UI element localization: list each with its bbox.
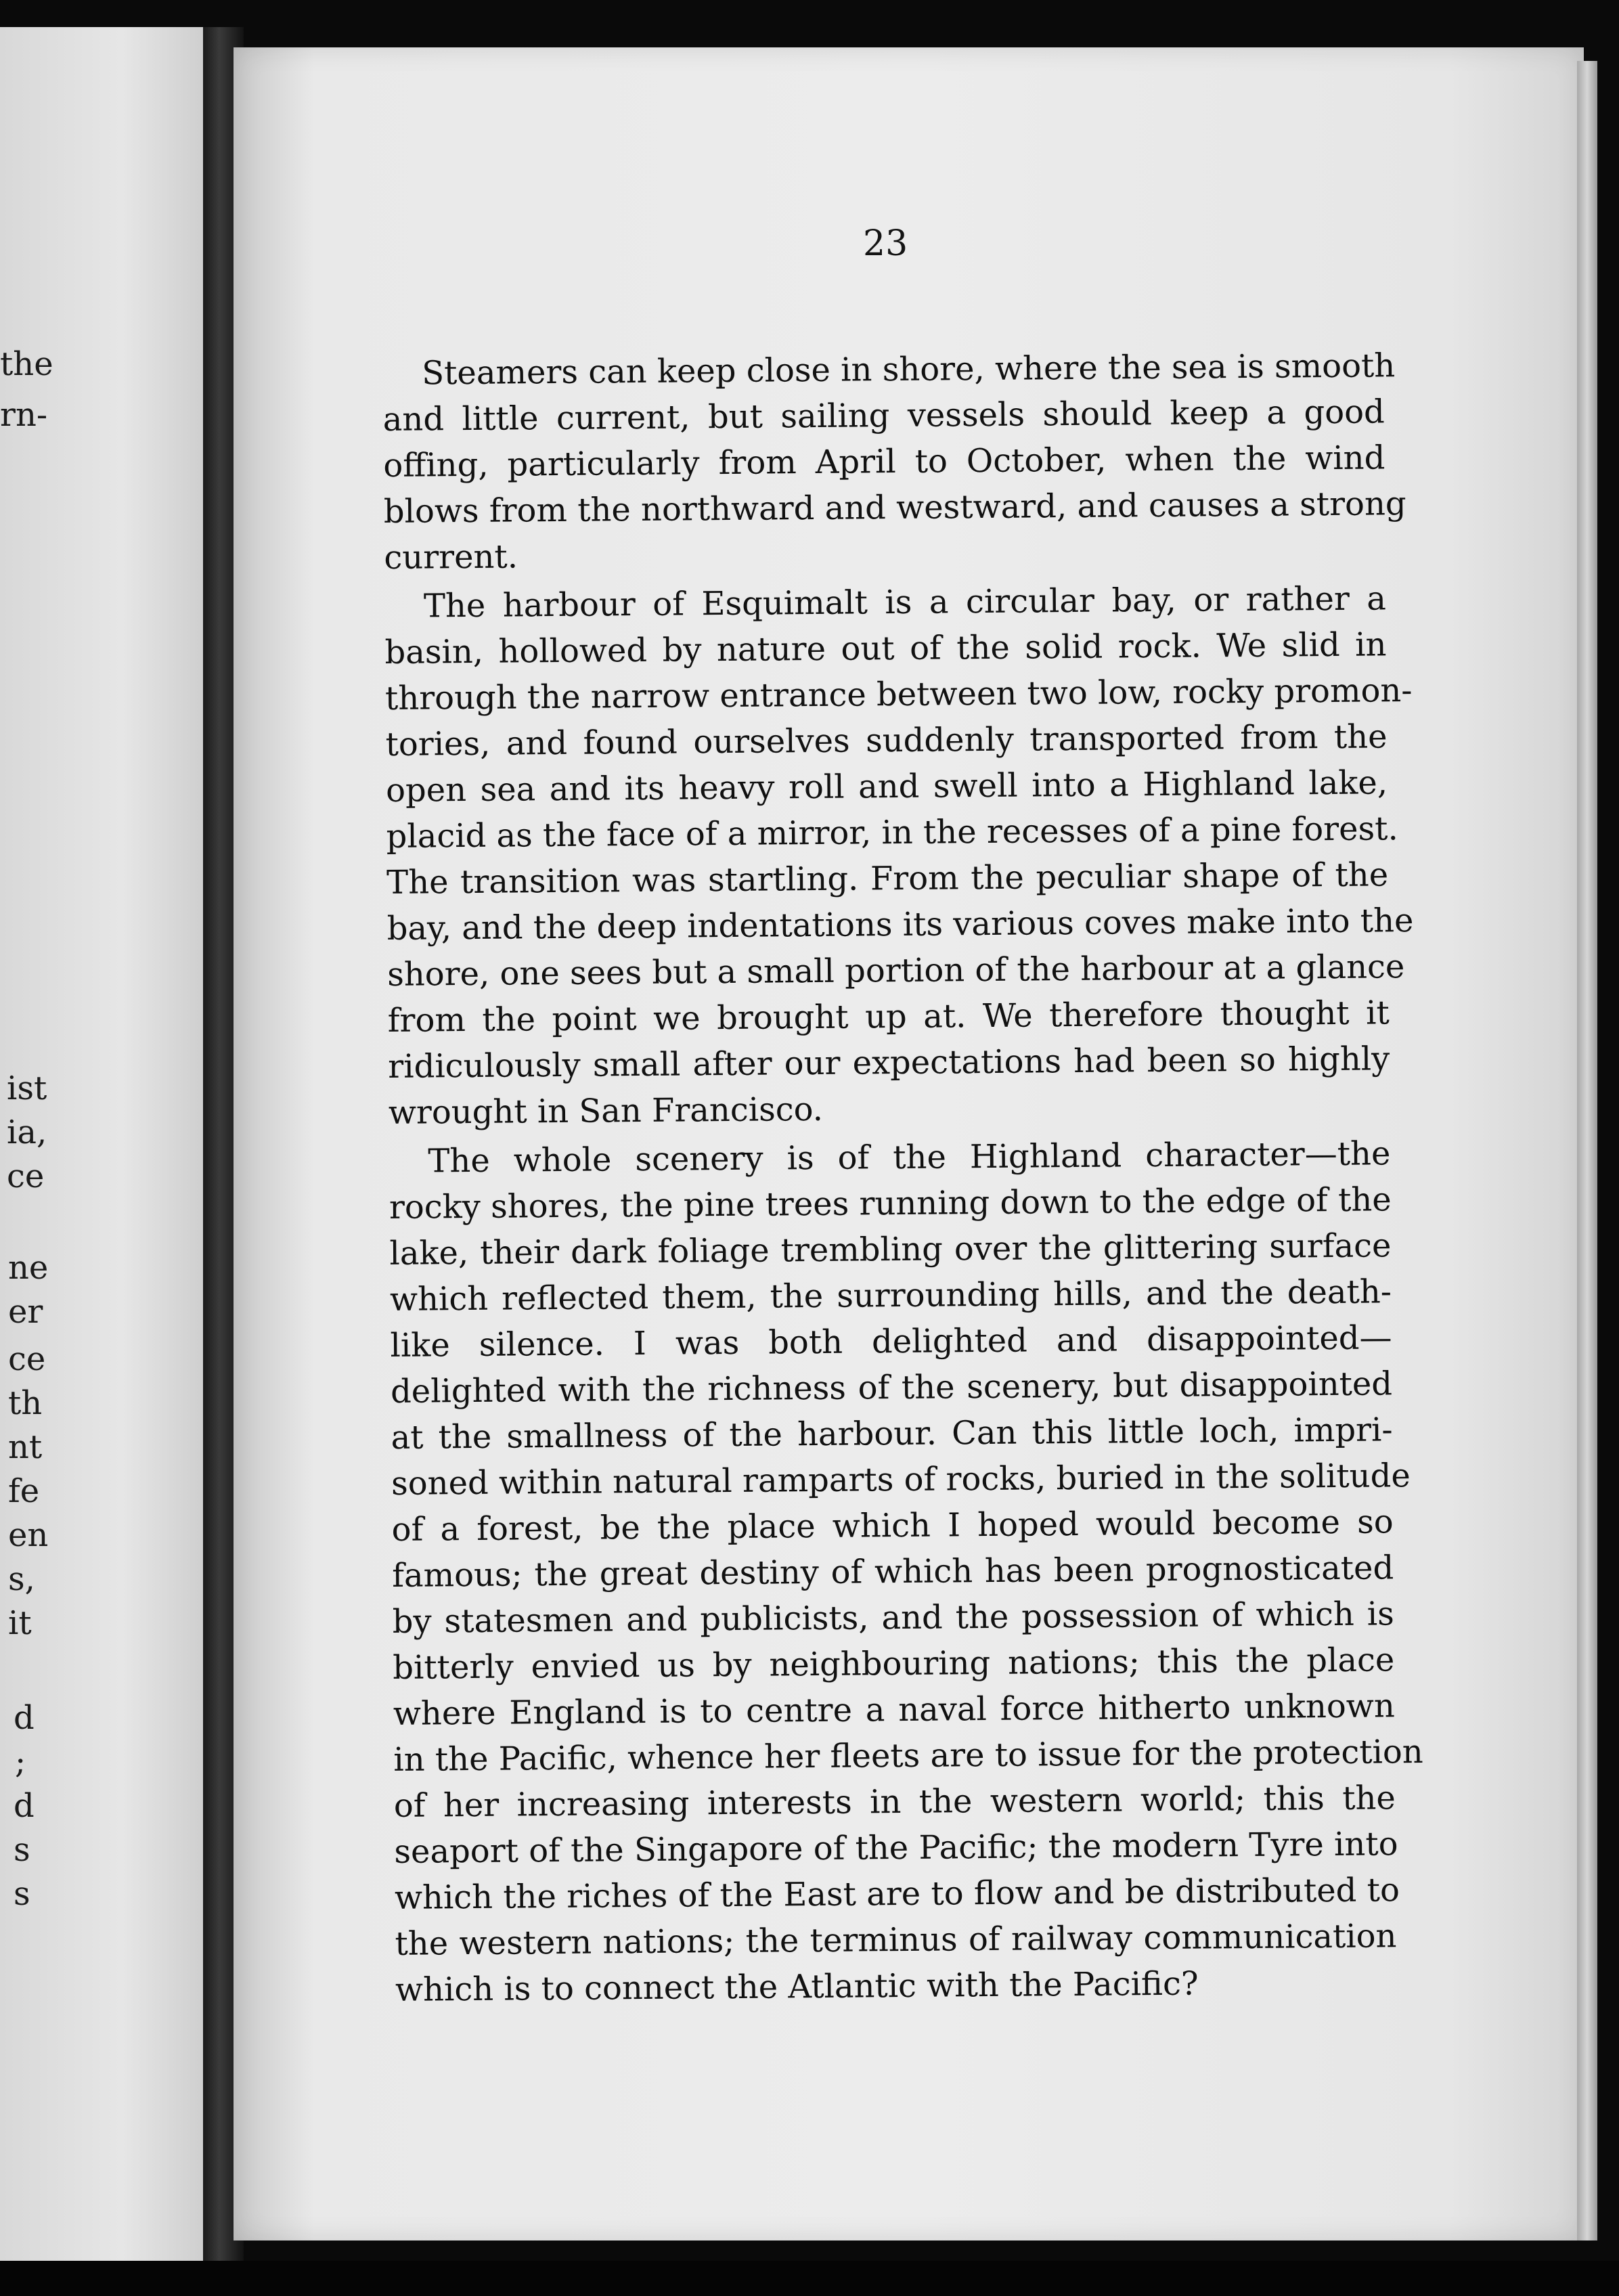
text-line: at the smallness of the harbour. Can this little loch, impri- — [391, 1411, 1393, 1457]
text-line: offing, particularly from April to October, when the wind — [383, 439, 1385, 485]
text-line: The transition was startling. From the peculiar shape of the — [386, 856, 1389, 902]
text-line: through the narrow entrance between two low, rocky promon- — [384, 671, 1413, 718]
text-line: rocky shores, the pine trees running down to the edge of the — [389, 1180, 1392, 1227]
left-page-fragment: ne — [8, 1249, 49, 1287]
paragraph — [389, 1130, 1423, 2013]
text-line: the western nations; the terminus of railway communication — [395, 1917, 1397, 1963]
text-line: from the point we brought up at. We therefore thought it — [387, 994, 1390, 1040]
page-edge — [1577, 61, 1597, 2240]
text-line: The harbour of Esquimalt is a circular bay, or rather a — [423, 579, 1387, 625]
text-line: open sea and its heavy roll and swell into a Highland lake, — [385, 764, 1388, 810]
text-line: bitterly envied us by neighbouring nations; this the place — [393, 1641, 1395, 1687]
text-line: placid as the face of a mirror, in the recesses of a pine forest. — [386, 810, 1398, 856]
text-line: bay, and the deep indentations its various coves make into the — [386, 902, 1414, 948]
text-line: by statesmen and publicists, and the possession of which is — [392, 1595, 1394, 1641]
text-line: seaport of the Singapore of the Pacific; the modern Tyre into — [394, 1825, 1398, 1871]
left-page-fragment: ce — [7, 1157, 45, 1195]
body-text — [382, 343, 1423, 2013]
left-page-fragment: s — [14, 1831, 30, 1869]
left-page-fragment: ia, — [7, 1113, 47, 1151]
left-page-fragment: d — [14, 1787, 35, 1825]
text-line: like silence. I was both delighted and disappointed— — [390, 1319, 1392, 1365]
text-line: basin, hollowed by nature out of the solid rock. We slid in — [384, 625, 1387, 671]
left-page-text-fragments — [0, 27, 203, 2261]
text-line: wrought in San Francisco. — [388, 1090, 824, 1132]
left-page-fragment: er — [8, 1293, 43, 1331]
text-line: which reflected them, the surrounding hills, and the death- — [389, 1273, 1392, 1319]
text-line: shore, one sees but a small portion of the harbour at a glance — [387, 948, 1405, 994]
text-line: of a forest, be the place which I hoped would become so — [391, 1503, 1394, 1549]
text-line: ridiculously small after our expectations had been so highly — [388, 1040, 1390, 1086]
left-page-fragment: ; — [15, 1743, 26, 1781]
paragraph — [382, 343, 1406, 581]
text-line: famous; the great destiny of which has been prognosticated — [391, 1549, 1394, 1595]
text-line: Steamers can keep close in shore, where the sea is smooth — [422, 347, 1396, 393]
text-line: lake, their dark foliage trembling over the glittering surface — [389, 1227, 1392, 1273]
left-page-fragment: d — [14, 1699, 35, 1737]
page-number: 23 — [863, 223, 908, 264]
left-page-fragment: the — [0, 345, 53, 383]
paragraph — [384, 575, 1414, 1136]
left-page-fragment: ist — [7, 1069, 47, 1107]
scan-border — [0, 2261, 1619, 2296]
text-line: blows from the northward and westward, and causes a strong — [383, 485, 1406, 531]
text-line: which the riches of the East are to flow and be distributed to — [394, 1871, 1400, 1917]
text-line: which is to connect the Atlantic with the Pacific? — [395, 1964, 1199, 2009]
left-page-fragment: s, — [8, 1560, 35, 1598]
text-line: The whole scenery is of the Highland character—the — [428, 1134, 1391, 1180]
text-line: of her increasing interests in the western world; this the — [393, 1779, 1396, 1825]
left-page-fragment: th — [8, 1384, 43, 1422]
text-line: in the Pacific, whence her fleets are to issue for the protection — [393, 1732, 1423, 1779]
left-page-fragment: s — [14, 1875, 30, 1913]
text-line: delighted with the richness of the scenery, but disappointed — [390, 1365, 1393, 1411]
left-page-fragment: nt — [8, 1428, 43, 1466]
left-page-fragment: fe — [8, 1472, 40, 1510]
left-page-fragment: ce — [8, 1340, 46, 1378]
text-line: current. — [384, 537, 518, 577]
text-line: soned within natural ramparts of rocks, buried in the solitude — [391, 1457, 1411, 1503]
left-page-fragment: it — [8, 1604, 32, 1642]
text-line: and little current, but sailing vessels should keep a good — [382, 393, 1385, 439]
text-line: tories, and found ourselves suddenly transported from the — [385, 718, 1388, 764]
left-page — [0, 27, 203, 2261]
left-page-fragment: en — [8, 1516, 49, 1554]
text-line: where England is to centre a naval force hitherto unknown — [393, 1687, 1395, 1733]
left-page-fragment: rn- — [0, 396, 48, 434]
